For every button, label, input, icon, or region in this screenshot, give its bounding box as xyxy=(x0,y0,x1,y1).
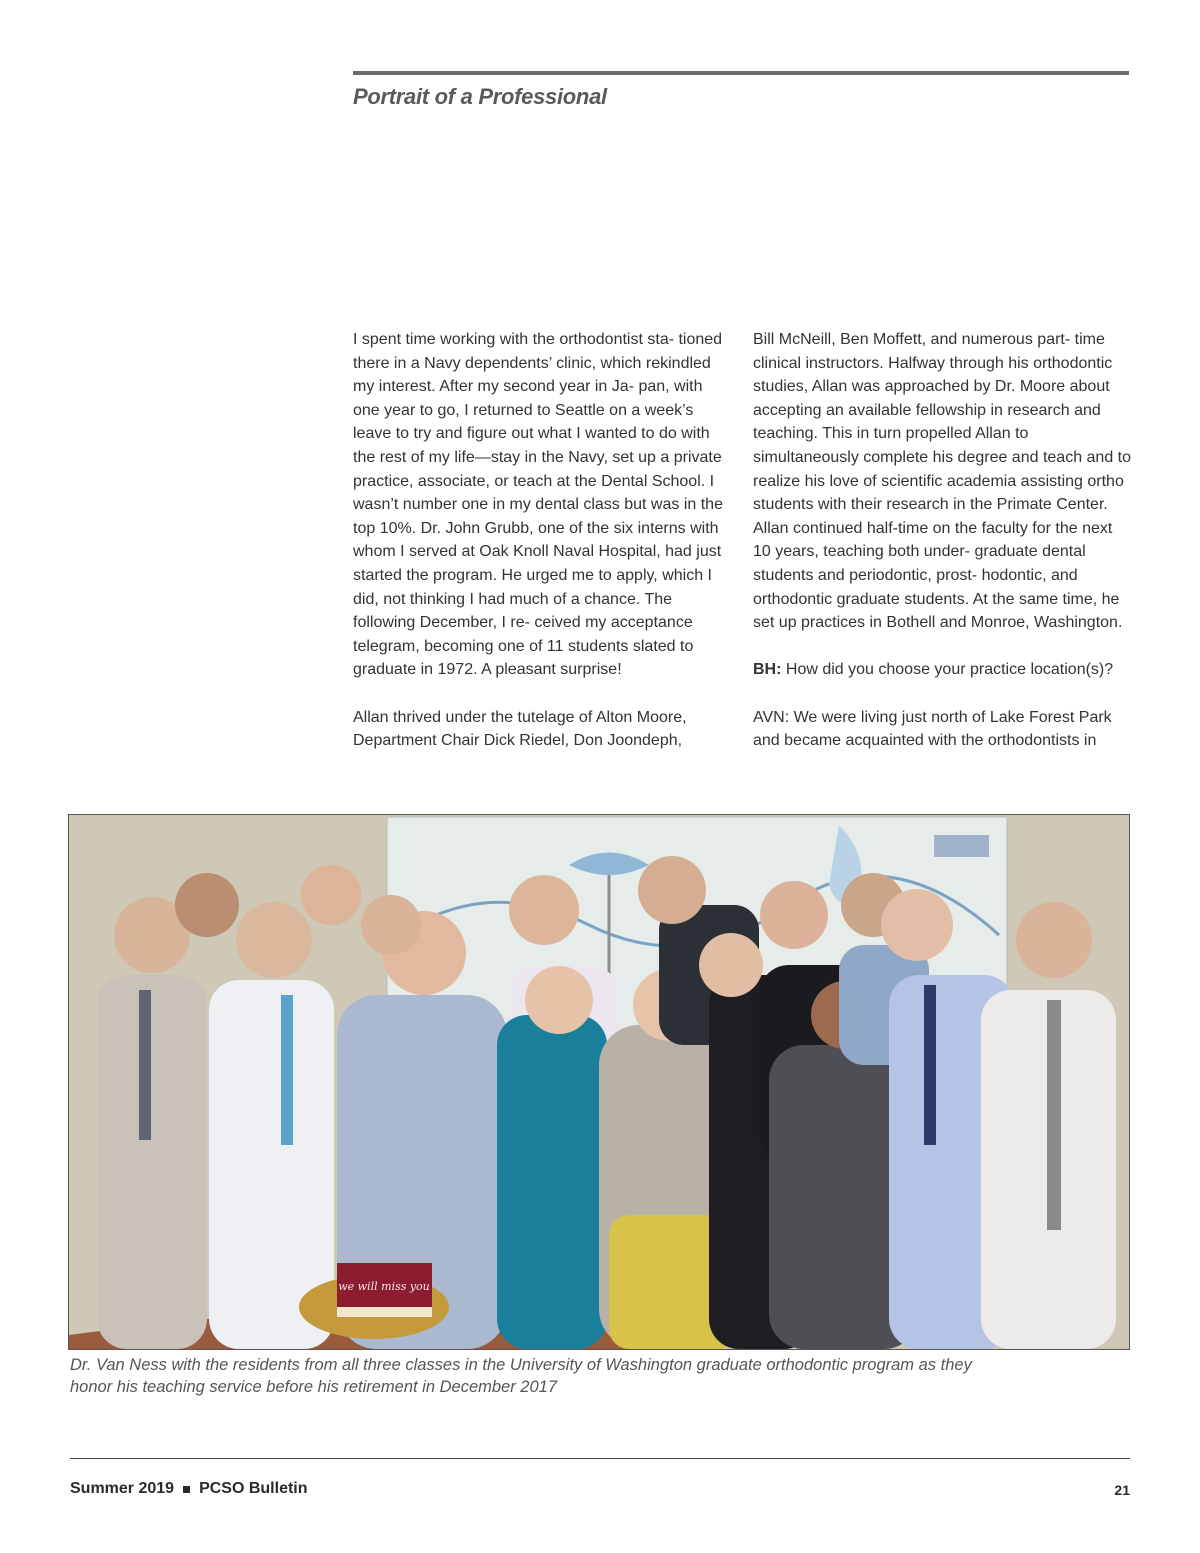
footer-publication-info xyxy=(70,1480,308,1498)
article-paragraph: Bill McNeill, Ben Moffett, and numerous part- time clinical instructors. Halfway through his orthodontic studies, Allan was approached by Dr. Moore about accepting an available fellowship in research and teaching. This in turn propelled Allan to simultaneously complete his degree and teach and to realize his love of scientific academia assisting ortho students with their research in the Primate Center. Allan continued half-time on the faculty for the next 10 years, teaching both under- graduate dental students and periodontic, prost- hodontic, and orthodontic graduate students. At the same time, he set up practices in Bothell and Monroe, Washington. xyxy=(753,331,1132,632)
page-number: 21 xyxy=(1114,1482,1130,1498)
article-right-column xyxy=(753,328,1131,753)
group-photo xyxy=(68,814,1130,1350)
caption-line: Dr. Van Ness with the residents from all three classes in the University of Washington graduate orthodontic program as they xyxy=(70,1356,972,1374)
interview-question xyxy=(753,658,1131,682)
article-left-column xyxy=(353,328,731,753)
section-title: Portrait of a Professional xyxy=(353,84,607,109)
photo-caption xyxy=(70,1354,1070,1398)
header-rule xyxy=(353,71,1129,75)
question-text: How did you choose your practice location(s)? xyxy=(781,661,1114,679)
group-photo-illustration xyxy=(69,815,1129,1349)
article-paragraph: I spent time working with the orthodontist sta- tioned there in a Navy dependents’ clinic, which rekindled my interest. After my second year in Ja- pan, with one year to go, I returned to Seattle on a week’s leave to try and figure out what I wanted to do with the rest of my life—stay in the Navy, set up a private practice, associate, or teach at the Dental School. I wasn’t number one in my dental class but was in the top 10%. Dr. John Grubb, one of the six interns with whom I served at Oak Knoll Naval Hospital, had just started the program. He urged me to apply, which I did, not thinking I had much of a chance. The following December, I re- ceived my acceptance telegram, becoming one of 11 students slated to graduate in 1972. A pleasant surprise! xyxy=(353,331,723,679)
square-bullet-icon xyxy=(183,1486,190,1493)
article-paragraph: Allan thrived under the tutelage of Alton Moore, Department Chair Dick Riedel, Don Joondeph, xyxy=(353,708,687,750)
footer-issue: Summer 2019 xyxy=(70,1480,175,1497)
article-paragraph: AVN: We were living just north of Lake Forest Park and became acquainted with the orthodontists in xyxy=(753,708,1112,750)
footer-publication: PCSO Bulletin xyxy=(199,1480,308,1497)
footer-rule xyxy=(70,1458,1130,1459)
caption-line: honor his teaching service before his retirement in December 2017 xyxy=(70,1378,558,1396)
cake-inscription: we will miss you xyxy=(338,1280,430,1293)
question-speaker-label: BH: xyxy=(753,661,782,679)
